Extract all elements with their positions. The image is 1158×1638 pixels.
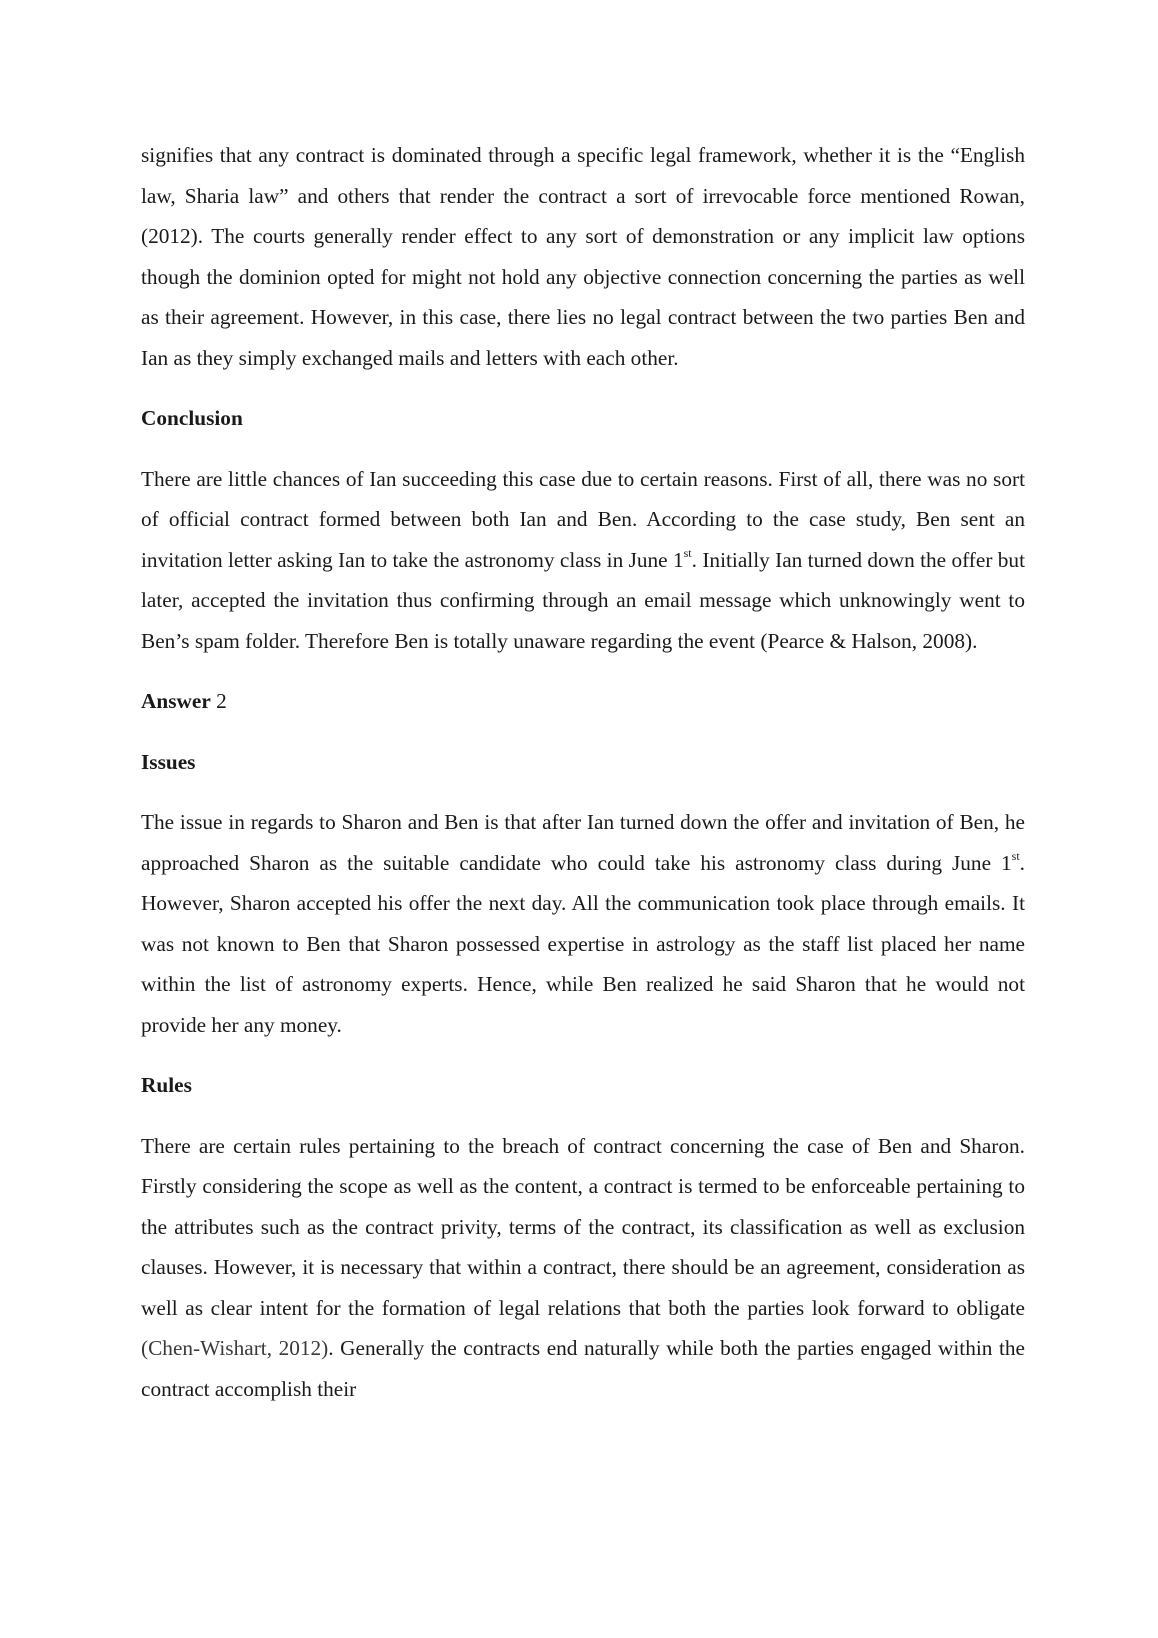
paragraph-rules-part1: There are certain rules pertaining to the breach of contract concerning the case of Ben and Sharon. Firstly considering the scope as well as the content, a contract is termed to be enforceable pertaining to the attributes such as the contract privity, terms of the contract, its classification as well as exclusion clauses. However, it is necessary that within a contract, there should be an agreement, consideration as well as clear intent for the formation of legal relations that both the parties look forward to obligate (141, 1133, 1025, 1320)
paragraph-issues-part1: The issue in regards to Sharon and Ben is that after Ian turned down the offer and invitation of Ben, he approached Sharon as the suitable candidate who could take his astronomy class during June 1 (141, 810, 1025, 875)
paragraph-issues (141, 802, 1025, 1045)
document-page (141, 135, 1025, 1409)
heading-issues-text: Issues (141, 749, 196, 774)
heading-answer-label: Answer (141, 689, 211, 713)
paragraph-conclusion (141, 459, 1025, 662)
ordinal-suffix: st (1011, 848, 1020, 863)
paragraph-rules (141, 1126, 1025, 1410)
heading-rules-text: Rules (141, 1073, 192, 1097)
heading-conclusion-text: Conclusion (141, 406, 243, 430)
paragraph-legal-framework: signifies that any contract is dominated through a specific legal framework, whether it is the “English law, Sharia law” and others that render the contract a sort of irrevocable force mentioned Rowan, (2012). The courts generally render effect to any sort of demonstration or any implicit law options though the dominion opted for might not hold any objective connection concerning the parties as well as their agreement. However, in this case, there lies no legal contract between the two parties Ben and Ian as they simply exchanged mails and letters with each other. (141, 143, 1025, 370)
heading-issues (141, 742, 1025, 783)
heading-conclusion (141, 398, 1025, 439)
citation-chen-wishart: (Chen-Wishart, 2012) (141, 1336, 329, 1360)
heading-answer-2 (141, 681, 1025, 722)
heading-rules (141, 1065, 1025, 1106)
paragraph-conclusion-part1: There are little chances of Ian succeeding this case due to certain reasons. First of all, there was no sort of official contract formed between both Ian and Ben. According to the case study, Ben sent an invitation letter asking Ian to take the astronomy class in June 1 (141, 466, 1025, 572)
heading-answer-number: 2 (210, 689, 227, 713)
paragraph-rules-part2: . Generally the contracts end naturally while both the parties engaged within the contract accomplish their (141, 1336, 1025, 1401)
ordinal-suffix: st (683, 545, 692, 560)
paragraph-issues-part2: . However, Sharon accepted his offer the next day. All the communication took place through emails. It was not known to Ben that Sharon possessed expertise in astrology as the staff list placed her name within the list of astronomy experts. Hence, while Ben realized he said Sharon that he would not provide her any money. (141, 850, 1025, 1037)
paragraph-conclusion-part2: . Initially Ian turned down the offer but later, accepted the invitation thus confirming through an email message which unknowingly went to Ben’s spam folder. Therefore Ben is totally unaware regarding the event (Pearce & Halson, 2008). (141, 547, 1026, 653)
